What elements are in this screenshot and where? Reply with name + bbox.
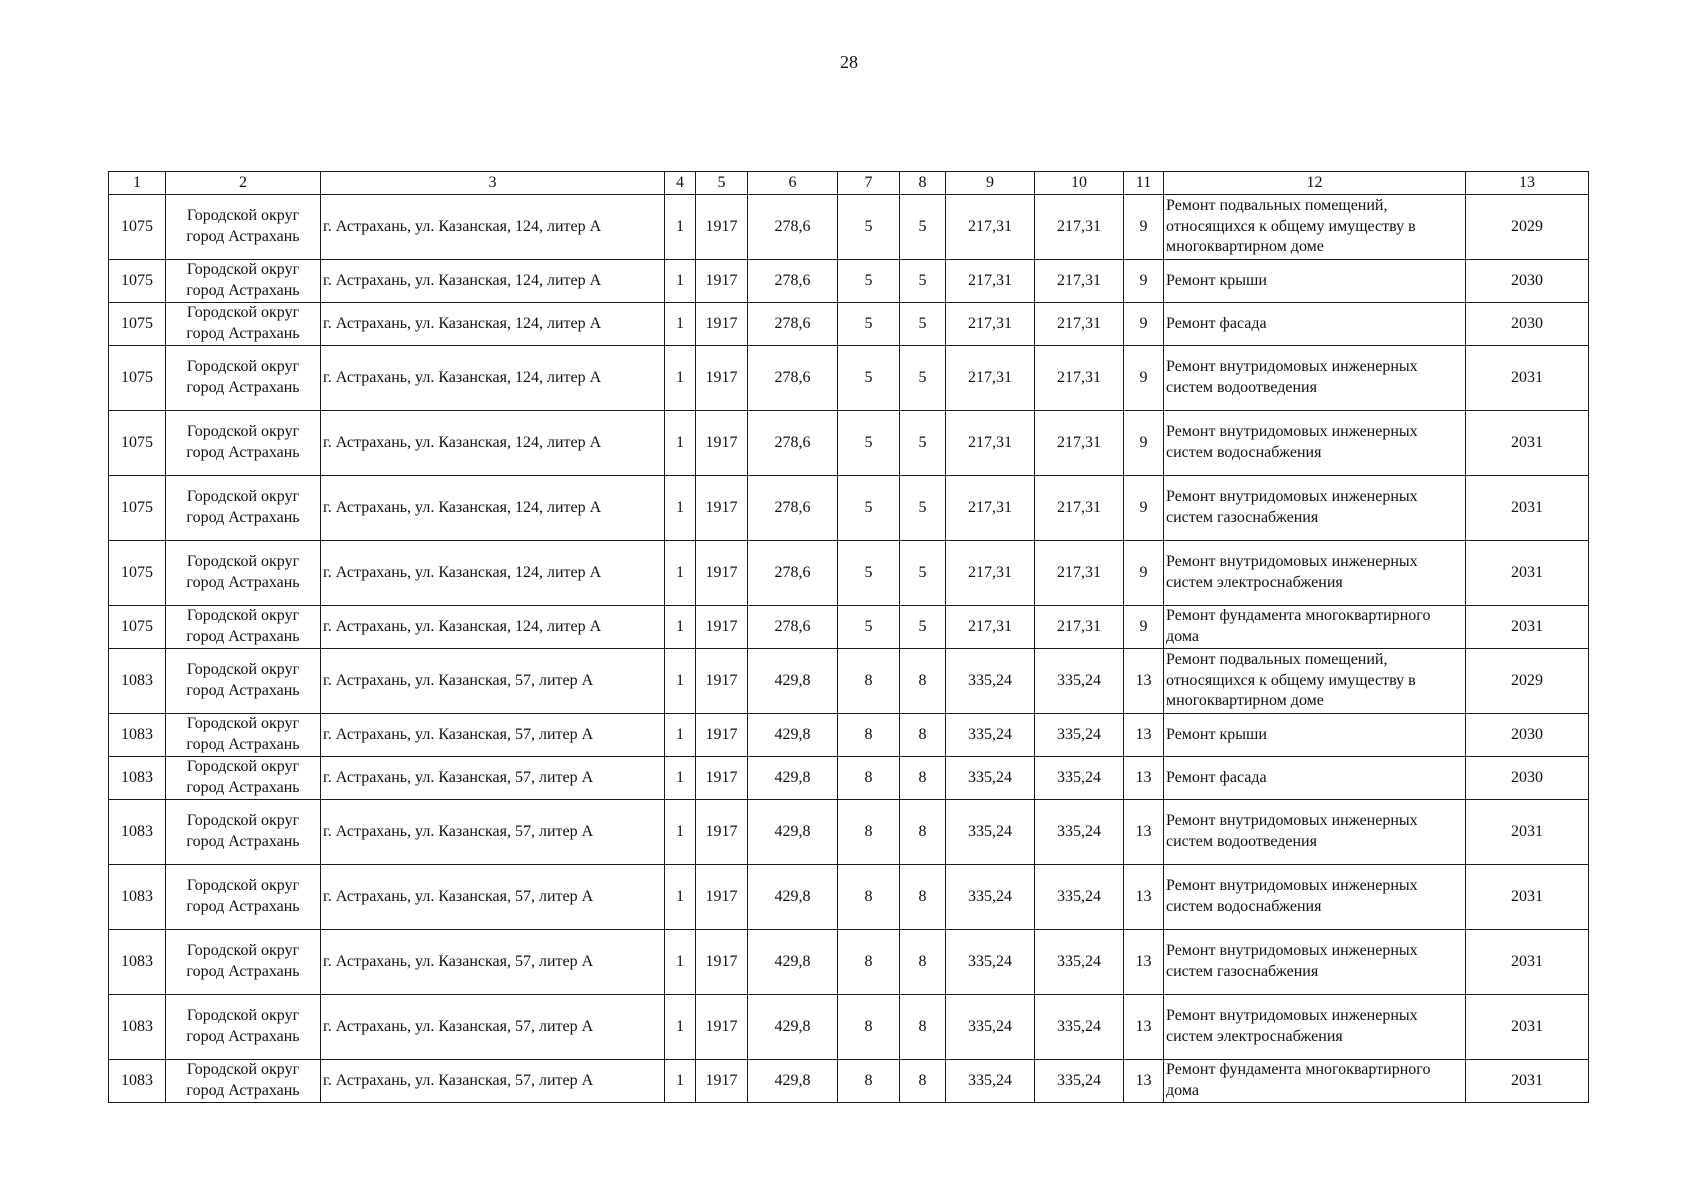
column-header: 6 <box>748 172 838 195</box>
cell-year-built: 1917 <box>696 346 748 411</box>
cell-total-area: 429,8 <box>748 865 838 930</box>
cell-area-10: 217,31 <box>1035 303 1124 346</box>
cell-col-7: 8 <box>838 800 900 865</box>
cell-planned-year: 2029 <box>1466 195 1589 260</box>
column-header: 1 <box>109 172 166 195</box>
cell-area-9: 217,31 <box>946 541 1035 606</box>
cell-planned-year: 2031 <box>1466 541 1589 606</box>
cell-col-8: 8 <box>900 800 946 865</box>
cell-address: г. Астрахань, ул. Казанская, 57, литер А <box>321 930 665 995</box>
cell-col-7: 5 <box>838 303 900 346</box>
cell-col-4: 1 <box>665 411 696 476</box>
cell-col-7: 5 <box>838 476 900 541</box>
cell-total-area: 429,8 <box>748 757 838 800</box>
cell-planned-year: 2031 <box>1466 800 1589 865</box>
cell-col-11: 9 <box>1124 541 1164 606</box>
cell-col-7: 5 <box>838 260 900 303</box>
cell-house-number: 1075 <box>109 606 166 649</box>
cell-area-9: 335,24 <box>946 800 1035 865</box>
cell-area-9: 217,31 <box>946 303 1035 346</box>
cell-municipality: Городской округ город Астрахань <box>166 541 321 606</box>
cell-area-9: 217,31 <box>946 346 1035 411</box>
cell-planned-year: 2031 <box>1466 995 1589 1060</box>
table-row <box>109 606 1589 649</box>
cell-work-type: Ремонт подвальных помещений, относящихся к общему имуществу в многоквартирном доме <box>1164 649 1466 714</box>
cell-col-4: 1 <box>665 757 696 800</box>
cell-area-10: 335,24 <box>1035 865 1124 930</box>
cell-work-type: Ремонт крыши <box>1164 714 1466 757</box>
column-header: 9 <box>946 172 1035 195</box>
cell-planned-year: 2030 <box>1466 260 1589 303</box>
cell-address: г. Астрахань, ул. Казанская, 124, литер А <box>321 476 665 541</box>
cell-col-7: 5 <box>838 606 900 649</box>
cell-year-built: 1917 <box>696 541 748 606</box>
column-header: 10 <box>1035 172 1124 195</box>
cell-house-number: 1075 <box>109 541 166 606</box>
cell-col-4: 1 <box>665 1060 696 1103</box>
cell-total-area: 429,8 <box>748 649 838 714</box>
cell-municipality: Городской округ город Астрахань <box>166 476 321 541</box>
column-header: 7 <box>838 172 900 195</box>
cell-address: г. Астрахань, ул. Казанская, 124, литер А <box>321 260 665 303</box>
cell-area-9: 335,24 <box>946 995 1035 1060</box>
cell-house-number: 1075 <box>109 195 166 260</box>
cell-planned-year: 2029 <box>1466 649 1589 714</box>
cell-area-10: 335,24 <box>1035 649 1124 714</box>
cell-total-area: 278,6 <box>748 476 838 541</box>
cell-planned-year: 2030 <box>1466 757 1589 800</box>
cell-col-11: 9 <box>1124 606 1164 649</box>
header-row <box>109 172 1589 195</box>
cell-year-built: 1917 <box>696 995 748 1060</box>
cell-col-4: 1 <box>665 476 696 541</box>
cell-year-built: 1917 <box>696 649 748 714</box>
cell-total-area: 429,8 <box>748 714 838 757</box>
cell-work-type: Ремонт подвальных помещений, относящихся к общему имуществу в многоквартирном доме <box>1164 195 1466 260</box>
cell-planned-year: 2030 <box>1466 303 1589 346</box>
cell-year-built: 1917 <box>696 1060 748 1103</box>
cell-col-11: 13 <box>1124 714 1164 757</box>
cell-col-11: 13 <box>1124 757 1164 800</box>
cell-total-area: 429,8 <box>748 930 838 995</box>
cell-area-9: 335,24 <box>946 757 1035 800</box>
cell-col-11: 13 <box>1124 649 1164 714</box>
cell-municipality: Городской округ город Астрахань <box>166 195 321 260</box>
cell-col-7: 5 <box>838 346 900 411</box>
cell-planned-year: 2031 <box>1466 865 1589 930</box>
cell-address: г. Астрахань, ул. Казанская, 57, литер А <box>321 649 665 714</box>
column-header: 3 <box>321 172 665 195</box>
column-header: 12 <box>1164 172 1466 195</box>
table-row <box>109 1060 1589 1103</box>
cell-house-number: 1083 <box>109 930 166 995</box>
cell-col-8: 5 <box>900 195 946 260</box>
cell-work-type: Ремонт крыши <box>1164 260 1466 303</box>
cell-work-type: Ремонт внутридомовых инженерных систем электроснабжения <box>1164 995 1466 1060</box>
cell-col-11: 9 <box>1124 303 1164 346</box>
cell-municipality: Городской округ город Астрахань <box>166 649 321 714</box>
cell-planned-year: 2031 <box>1466 1060 1589 1103</box>
cell-col-8: 8 <box>900 1060 946 1103</box>
page-number: 28 <box>840 52 858 72</box>
cell-address: г. Астрахань, ул. Казанская, 57, литер А <box>321 1060 665 1103</box>
cell-area-9: 217,31 <box>946 260 1035 303</box>
cell-col-8: 5 <box>900 476 946 541</box>
cell-col-8: 8 <box>900 930 946 995</box>
cell-work-type: Ремонт внутридомовых инженерных систем водоснабжения <box>1164 411 1466 476</box>
cell-house-number: 1083 <box>109 995 166 1060</box>
register-table-container <box>108 171 1588 1103</box>
cell-total-area: 278,6 <box>748 411 838 476</box>
cell-total-area: 278,6 <box>748 303 838 346</box>
cell-year-built: 1917 <box>696 714 748 757</box>
cell-col-4: 1 <box>665 303 696 346</box>
cell-work-type: Ремонт внутридомовых инженерных систем водоотведения <box>1164 346 1466 411</box>
cell-area-9: 335,24 <box>946 930 1035 995</box>
cell-area-9: 217,31 <box>946 411 1035 476</box>
cell-area-9: 335,24 <box>946 714 1035 757</box>
cell-house-number: 1083 <box>109 865 166 930</box>
cell-planned-year: 2031 <box>1466 476 1589 541</box>
cell-area-10: 335,24 <box>1035 1060 1124 1103</box>
cell-house-number: 1083 <box>109 800 166 865</box>
cell-area-10: 335,24 <box>1035 800 1124 865</box>
cell-house-number: 1075 <box>109 476 166 541</box>
column-header: 8 <box>900 172 946 195</box>
table-row <box>109 476 1589 541</box>
cell-address: г. Астрахань, ул. Казанская, 124, литер А <box>321 303 665 346</box>
cell-work-type: Ремонт внутридомовых инженерных систем электроснабжения <box>1164 541 1466 606</box>
cell-address: г. Астрахань, ул. Казанская, 124, литер А <box>321 346 665 411</box>
cell-municipality: Городской округ город Астрахань <box>166 930 321 995</box>
cell-area-9: 335,24 <box>946 649 1035 714</box>
cell-total-area: 278,6 <box>748 541 838 606</box>
cell-year-built: 1917 <box>696 800 748 865</box>
cell-col-11: 13 <box>1124 930 1164 995</box>
cell-area-10: 335,24 <box>1035 995 1124 1060</box>
cell-area-10: 217,31 <box>1035 476 1124 541</box>
column-header: 5 <box>696 172 748 195</box>
register-table <box>108 171 1589 1103</box>
cell-col-11: 9 <box>1124 411 1164 476</box>
cell-total-area: 429,8 <box>748 995 838 1060</box>
cell-col-4: 1 <box>665 649 696 714</box>
cell-col-11: 9 <box>1124 346 1164 411</box>
cell-area-10: 335,24 <box>1035 757 1124 800</box>
cell-work-type: Ремонт фундамента многоквартирного дома <box>1164 606 1466 649</box>
cell-planned-year: 2031 <box>1466 930 1589 995</box>
cell-address: г. Астрахань, ул. Казанская, 124, литер А <box>321 195 665 260</box>
table-row <box>109 541 1589 606</box>
cell-col-4: 1 <box>665 606 696 649</box>
cell-col-4: 1 <box>665 260 696 303</box>
cell-col-11: 9 <box>1124 195 1164 260</box>
cell-house-number: 1075 <box>109 411 166 476</box>
cell-address: г. Астрахань, ул. Казанская, 57, литер А <box>321 800 665 865</box>
cell-col-7: 8 <box>838 865 900 930</box>
cell-col-11: 13 <box>1124 800 1164 865</box>
cell-col-7: 8 <box>838 714 900 757</box>
cell-area-9: 217,31 <box>946 476 1035 541</box>
cell-year-built: 1917 <box>696 930 748 995</box>
cell-total-area: 278,6 <box>748 346 838 411</box>
cell-house-number: 1075 <box>109 303 166 346</box>
cell-year-built: 1917 <box>696 757 748 800</box>
cell-municipality: Городской округ город Астрахань <box>166 714 321 757</box>
cell-year-built: 1917 <box>696 303 748 346</box>
column-header: 2 <box>166 172 321 195</box>
table-row <box>109 411 1589 476</box>
cell-area-10: 217,31 <box>1035 346 1124 411</box>
cell-house-number: 1075 <box>109 346 166 411</box>
table-row <box>109 195 1589 260</box>
cell-col-4: 1 <box>665 714 696 757</box>
cell-municipality: Городской округ город Астрахань <box>166 757 321 800</box>
cell-col-8: 8 <box>900 757 946 800</box>
cell-planned-year: 2031 <box>1466 346 1589 411</box>
cell-address: г. Астрахань, ул. Казанская, 57, литер А <box>321 865 665 930</box>
cell-work-type: Ремонт внутридомовых инженерных систем газоснабжения <box>1164 930 1466 995</box>
cell-area-10: 217,31 <box>1035 195 1124 260</box>
cell-col-8: 5 <box>900 260 946 303</box>
column-header: 13 <box>1466 172 1589 195</box>
cell-area-9: 335,24 <box>946 865 1035 930</box>
cell-col-8: 5 <box>900 303 946 346</box>
table-row <box>109 800 1589 865</box>
cell-work-type: Ремонт фундамента многоквартирного дома <box>1164 1060 1466 1103</box>
cell-col-7: 5 <box>838 411 900 476</box>
table-row <box>109 303 1589 346</box>
cell-house-number: 1083 <box>109 1060 166 1103</box>
cell-address: г. Астрахань, ул. Казанская, 57, литер А <box>321 714 665 757</box>
table-row <box>109 865 1589 930</box>
cell-house-number: 1075 <box>109 260 166 303</box>
cell-col-4: 1 <box>665 995 696 1060</box>
cell-house-number: 1083 <box>109 757 166 800</box>
cell-address: г. Астрахань, ул. Казанская, 124, литер А <box>321 411 665 476</box>
cell-work-type: Ремонт внутридомовых инженерных систем газоснабжения <box>1164 476 1466 541</box>
cell-total-area: 278,6 <box>748 606 838 649</box>
cell-col-8: 5 <box>900 346 946 411</box>
cell-house-number: 1083 <box>109 714 166 757</box>
cell-total-area: 429,8 <box>748 800 838 865</box>
cell-year-built: 1917 <box>696 476 748 541</box>
cell-col-8: 8 <box>900 649 946 714</box>
cell-area-10: 335,24 <box>1035 714 1124 757</box>
table-row <box>109 757 1589 800</box>
cell-col-11: 9 <box>1124 260 1164 303</box>
cell-work-type: Ремонт внутридомовых инженерных систем водоотведения <box>1164 800 1466 865</box>
cell-col-7: 8 <box>838 757 900 800</box>
cell-planned-year: 2030 <box>1466 714 1589 757</box>
cell-municipality: Городской округ город Астрахань <box>166 303 321 346</box>
table-row <box>109 995 1589 1060</box>
cell-address: г. Астрахань, ул. Казанская, 57, литер А <box>321 757 665 800</box>
cell-col-7: 8 <box>838 930 900 995</box>
cell-col-8: 8 <box>900 714 946 757</box>
cell-planned-year: 2031 <box>1466 606 1589 649</box>
table-body <box>109 195 1589 1103</box>
cell-col-11: 13 <box>1124 865 1164 930</box>
cell-col-8: 8 <box>900 865 946 930</box>
cell-area-10: 217,31 <box>1035 411 1124 476</box>
cell-col-8: 8 <box>900 995 946 1060</box>
cell-col-8: 5 <box>900 411 946 476</box>
cell-col-4: 1 <box>665 541 696 606</box>
cell-col-7: 8 <box>838 995 900 1060</box>
cell-municipality: Городской округ город Астрахань <box>166 411 321 476</box>
cell-area-10: 217,31 <box>1035 541 1124 606</box>
cell-area-9: 217,31 <box>946 195 1035 260</box>
cell-area-10: 217,31 <box>1035 260 1124 303</box>
cell-col-7: 8 <box>838 649 900 714</box>
cell-col-7: 8 <box>838 1060 900 1103</box>
cell-address: г. Астрахань, ул. Казанская, 57, литер А <box>321 995 665 1060</box>
cell-address: г. Астрахань, ул. Казанская, 124, литер А <box>321 541 665 606</box>
cell-year-built: 1917 <box>696 865 748 930</box>
cell-municipality: Городской округ город Астрахань <box>166 606 321 649</box>
cell-col-4: 1 <box>665 346 696 411</box>
cell-area-9: 335,24 <box>946 1060 1035 1103</box>
cell-area-9: 217,31 <box>946 606 1035 649</box>
cell-area-10: 217,31 <box>1035 606 1124 649</box>
cell-work-type: Ремонт фасада <box>1164 303 1466 346</box>
cell-municipality: Городской округ город Астрахань <box>166 1060 321 1103</box>
column-header: 11 <box>1124 172 1164 195</box>
cell-municipality: Городской округ город Астрахань <box>166 800 321 865</box>
cell-col-8: 5 <box>900 606 946 649</box>
cell-house-number: 1083 <box>109 649 166 714</box>
cell-year-built: 1917 <box>696 606 748 649</box>
cell-total-area: 429,8 <box>748 1060 838 1103</box>
cell-col-11: 13 <box>1124 995 1164 1060</box>
cell-work-type: Ремонт внутридомовых инженерных систем водоснабжения <box>1164 865 1466 930</box>
column-header: 4 <box>665 172 696 195</box>
table-row <box>109 930 1589 995</box>
cell-year-built: 1917 <box>696 195 748 260</box>
cell-col-11: 13 <box>1124 1060 1164 1103</box>
cell-municipality: Городской округ город Астрахань <box>166 995 321 1060</box>
cell-year-built: 1917 <box>696 260 748 303</box>
cell-col-4: 1 <box>665 195 696 260</box>
cell-municipality: Городской округ город Астрахань <box>166 865 321 930</box>
cell-col-11: 9 <box>1124 476 1164 541</box>
cell-municipality: Городской округ город Астрахань <box>166 346 321 411</box>
table-row <box>109 260 1589 303</box>
cell-municipality: Городской округ город Астрахань <box>166 260 321 303</box>
cell-col-7: 5 <box>838 541 900 606</box>
cell-year-built: 1917 <box>696 411 748 476</box>
cell-col-4: 1 <box>665 800 696 865</box>
cell-total-area: 278,6 <box>748 195 838 260</box>
cell-total-area: 278,6 <box>748 260 838 303</box>
table-row <box>109 714 1589 757</box>
cell-col-4: 1 <box>665 865 696 930</box>
table-row <box>109 649 1589 714</box>
cell-col-8: 5 <box>900 541 946 606</box>
cell-work-type: Ремонт фасада <box>1164 757 1466 800</box>
table-row <box>109 346 1589 411</box>
cell-col-7: 5 <box>838 195 900 260</box>
cell-col-4: 1 <box>665 930 696 995</box>
cell-area-10: 335,24 <box>1035 930 1124 995</box>
cell-planned-year: 2031 <box>1466 411 1589 476</box>
cell-address: г. Астрахань, ул. Казанская, 124, литер А <box>321 606 665 649</box>
